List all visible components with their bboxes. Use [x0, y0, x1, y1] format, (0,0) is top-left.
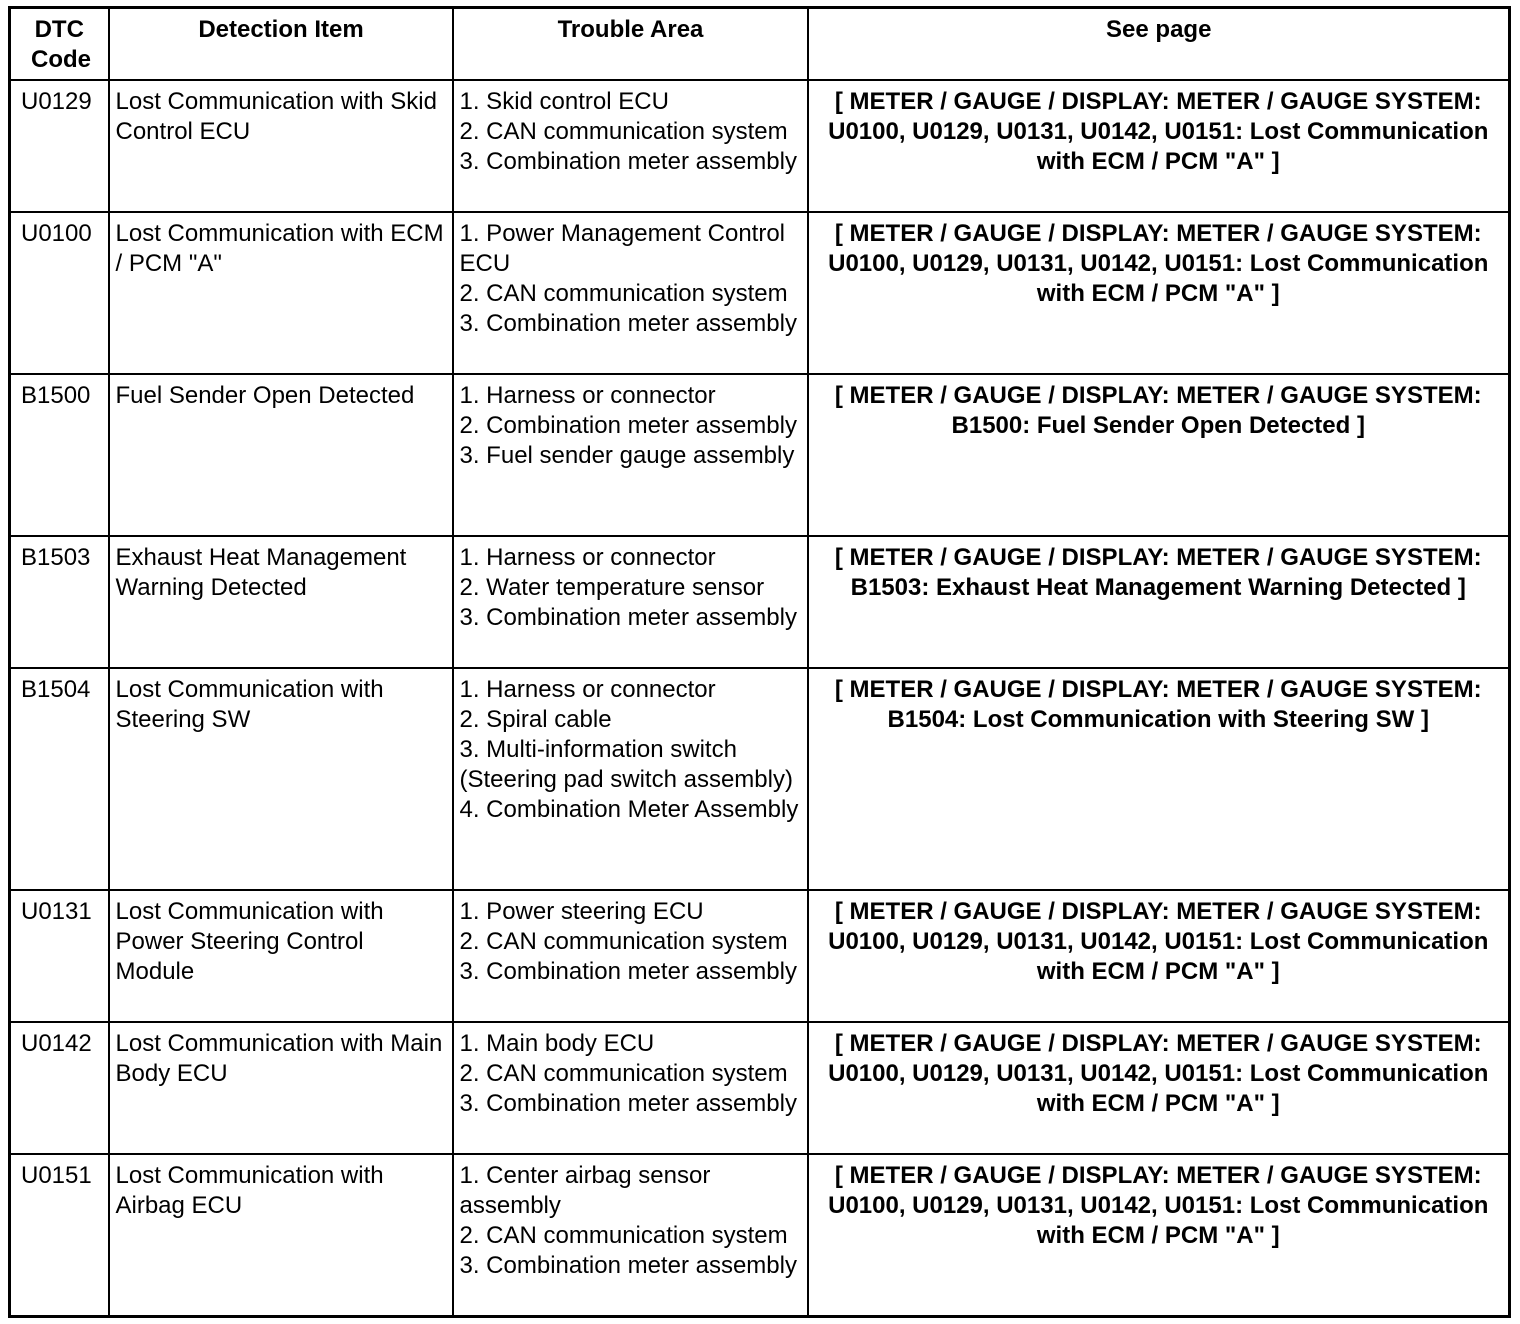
detection-item-cell: Lost Communication with Main Body ECU — [109, 1022, 453, 1154]
table-row — [10, 1022, 1510, 1154]
detection-item-cell: Lost Communication with Steering SW — [109, 668, 453, 890]
trouble-area-item: 2. CAN communication system — [459, 1060, 788, 1088]
dtc-table — [8, 6, 1511, 1318]
trouble-area-item: 1. Power Management Control ECU — [459, 220, 785, 278]
see-page-link[interactable]: [ METER / GAUGE / DISPLAY: METER / GAUGE SYSTEM: B1503: Exhaust Heat Management Warning Detected ] — [808, 536, 1510, 668]
dtc-code-cell: B1503 — [10, 536, 109, 668]
trouble-area-item: 3. Combination meter assembly — [459, 1090, 797, 1118]
table-row — [10, 536, 1510, 668]
dtc-code-cell: B1504 — [10, 668, 109, 890]
trouble-area-cell — [453, 536, 808, 668]
header-row — [10, 8, 1510, 81]
trouble-area-item: 3. Combination meter assembly — [459, 1252, 797, 1280]
detection-item-cell: Exhaust Heat Management Warning Detected — [109, 536, 453, 668]
dtc-code-cell: U0100 — [10, 212, 109, 374]
trouble-area-item: 3. Fuel sender gauge assembly — [459, 442, 795, 470]
header-detection-item: Detection Item — [109, 8, 453, 81]
dtc-code-cell: U0131 — [10, 890, 109, 1022]
table-row — [10, 890, 1510, 1022]
trouble-area-item: 3. Combination meter assembly — [459, 604, 797, 632]
trouble-area-item: 3. Combination meter assembly — [459, 310, 797, 338]
trouble-area-item: 2. Water temperature sensor — [459, 574, 765, 602]
see-page-link[interactable]: [ METER / GAUGE / DISPLAY: METER / GAUGE SYSTEM: U0100, U0129, U0131, U0142, U0151: Lost Communication with ECM / PCM "A" ] — [808, 1022, 1510, 1154]
trouble-area-item: 4. Combination Meter Assembly — [459, 796, 799, 824]
detection-item-cell: Lost Communication with ECM / PCM "A" — [109, 212, 453, 374]
detection-item-cell: Lost Communication with Power Steering Control Module — [109, 890, 453, 1022]
table-row — [10, 212, 1510, 374]
trouble-area-cell — [453, 80, 808, 212]
dtc-code-cell: B1500 — [10, 374, 109, 536]
see-page-link[interactable]: [ METER / GAUGE / DISPLAY: METER / GAUGE SYSTEM: U0100, U0129, U0131, U0142, U0151: Lost Communication with ECM / PCM "A" ] — [808, 80, 1510, 212]
trouble-area-item: 1. Center airbag sensor assembly — [459, 1162, 711, 1220]
table-row — [10, 80, 1510, 212]
table-row — [10, 668, 1510, 890]
table-row — [10, 374, 1510, 536]
trouble-area-item: 3. Multi-information switch (Steering pad switch assembly) — [459, 736, 793, 794]
dtc-code-cell: U0151 — [10, 1154, 109, 1316]
trouble-area-item: 3. Combination meter assembly — [459, 958, 797, 986]
detection-item-cell: Lost Communication with Skid Control ECU — [109, 80, 453, 212]
dtc-code-cell: U0142 — [10, 1022, 109, 1154]
trouble-area-item: 2. CAN communication system — [459, 1222, 788, 1250]
trouble-area-cell — [453, 890, 808, 1022]
table-row — [10, 1154, 1510, 1316]
trouble-area-cell — [453, 212, 808, 374]
see-page-link[interactable]: [ METER / GAUGE / DISPLAY: METER / GAUGE SYSTEM: U0100, U0129, U0131, U0142, U0151: Lost Communication with ECM / PCM "A" ] — [808, 890, 1510, 1022]
see-page-link[interactable]: [ METER / GAUGE / DISPLAY: METER / GAUGE SYSTEM: U0100, U0129, U0131, U0142, U0151: Lost Communication with ECM / PCM "A" ] — [808, 212, 1510, 374]
trouble-area-item: 1. Harness or connector — [459, 382, 716, 410]
detection-item-cell: Fuel Sender Open Detected — [109, 374, 453, 536]
see-page-link[interactable]: [ METER / GAUGE / DISPLAY: METER / GAUGE SYSTEM: B1500: Fuel Sender Open Detected ] — [808, 374, 1510, 536]
trouble-area-item: 2. CAN communication system — [459, 928, 788, 956]
trouble-area-item: 1. Main body ECU — [459, 1030, 655, 1058]
header-trouble-area: Trouble Area — [453, 8, 808, 81]
trouble-area-item: 2. Combination meter assembly — [459, 412, 797, 440]
see-page-link[interactable]: [ METER / GAUGE / DISPLAY: METER / GAUGE SYSTEM: B1504: Lost Communication with Steering SW ] — [808, 668, 1510, 890]
trouble-area-cell — [453, 1154, 808, 1316]
trouble-area-cell — [453, 668, 808, 890]
header-dtc-code: DTC Code — [10, 8, 109, 81]
header-see-page: See page — [808, 8, 1510, 81]
trouble-area-item: 3. Combination meter assembly — [459, 148, 797, 175]
trouble-area-item: 2. Spiral cable — [459, 706, 612, 734]
detection-item-cell: Lost Communication with Airbag ECU — [109, 1154, 453, 1316]
dtc-code-cell: U0129 — [10, 80, 109, 212]
trouble-area-cell — [453, 1022, 808, 1154]
trouble-area-item: 1. Harness or connector — [459, 544, 716, 572]
trouble-area-item: 1. Harness or connector — [459, 676, 716, 704]
trouble-area-item: 2. CAN communication system — [459, 118, 788, 145]
trouble-area-item: 1. Power steering ECU — [459, 898, 704, 926]
trouble-area-item: 1. Skid control ECU — [459, 88, 669, 115]
trouble-area-item: 2. CAN communication system — [459, 280, 788, 308]
trouble-area-cell — [453, 374, 808, 536]
see-page-link[interactable]: [ METER / GAUGE / DISPLAY: METER / GAUGE SYSTEM: U0100, U0129, U0131, U0142, U0151: Lost Communication with ECM / PCM "A" ] — [808, 1154, 1510, 1316]
